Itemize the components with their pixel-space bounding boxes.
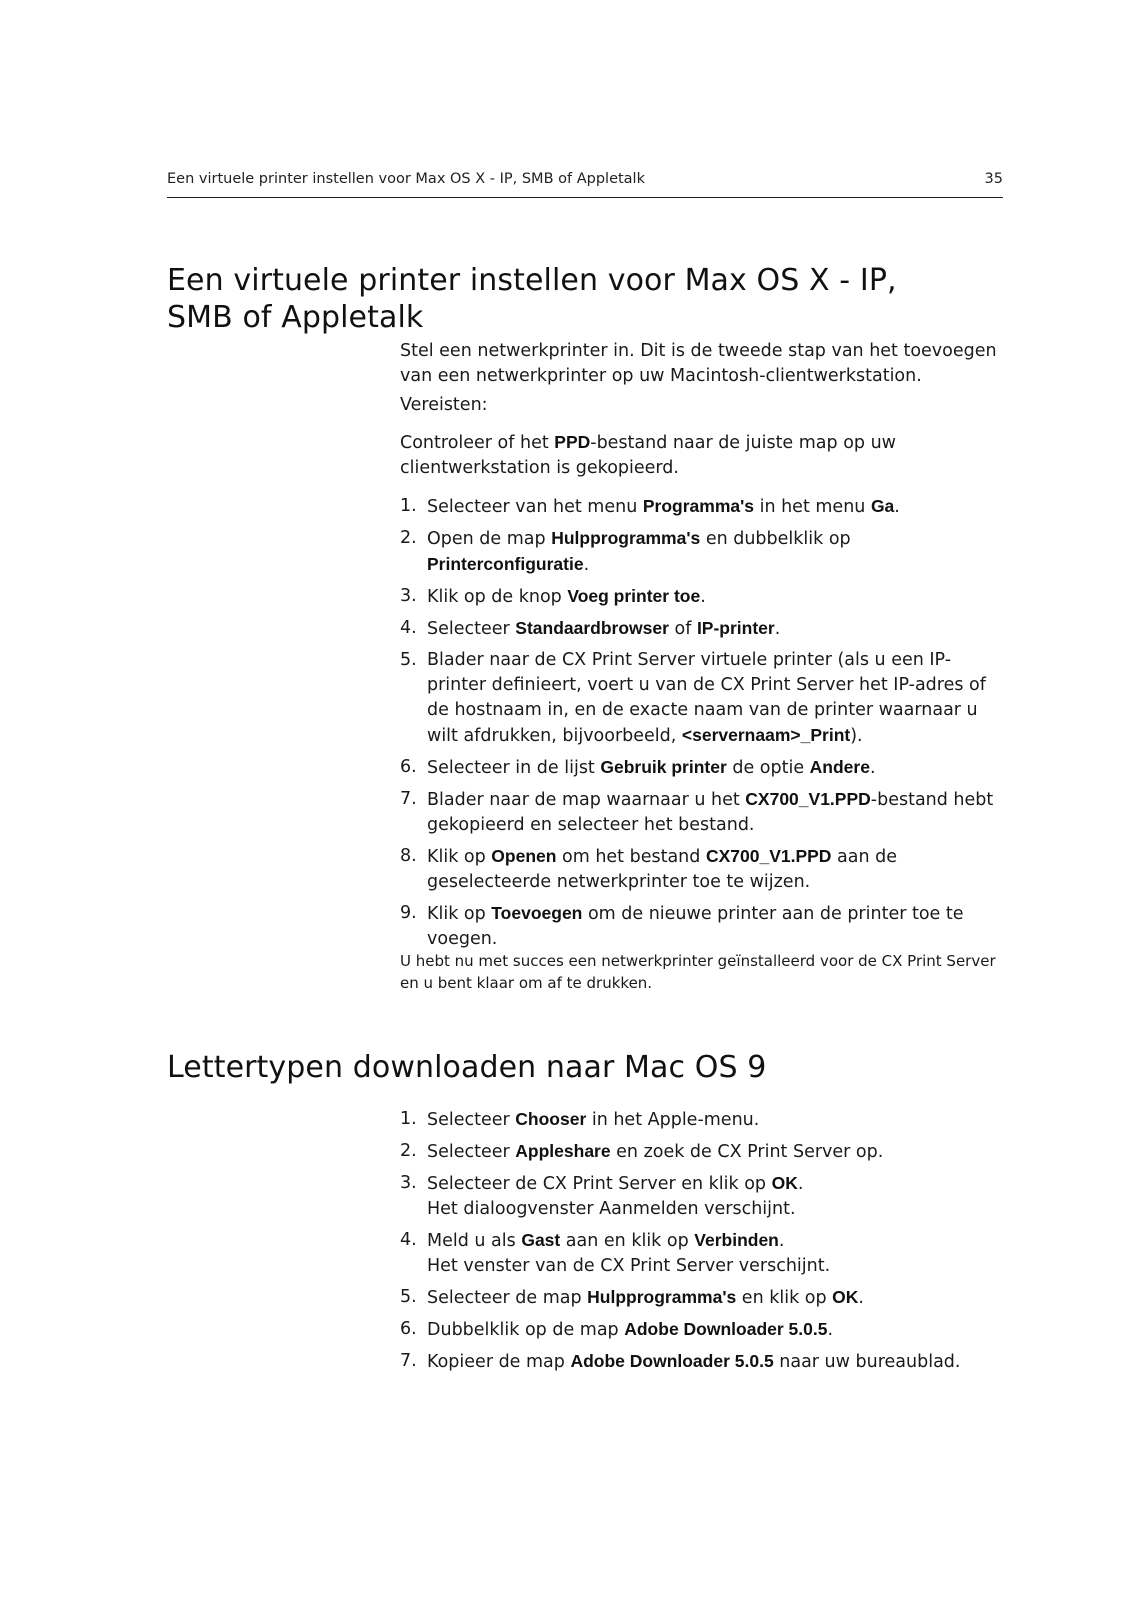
step-bold: CX700_V1.PPD [705,846,832,866]
list-item [400,1349,1005,1375]
section-intro [400,339,1005,481]
prerequisites-label: Vereisten: [400,395,488,415]
step-number: 3. [400,1173,417,1193]
section-title-fonts-mac-os-9: Lettertypen downloaden naar Mac OS 9 [167,1050,767,1085]
step-number: 2. [400,1141,417,1161]
list-item [400,1139,1005,1165]
step-text: Selecteer [427,1110,516,1130]
step-bold: CX700_V1.PPD [745,789,871,809]
step-number: 4. [400,1230,417,1250]
list-item [400,1317,1005,1343]
step-number: 6. [400,757,417,777]
list-item [400,844,1005,895]
step-number: 5. [400,1287,417,1307]
steps-list-virtual-printer [400,494,1005,958]
running-header [167,171,1003,198]
step-text: Selecteer [427,1142,516,1162]
step-text: Selecteer de map [427,1288,588,1308]
list-item [400,1171,1005,1222]
step-text: ). [850,726,863,746]
step-text: . [700,587,706,607]
step-bold: Printerconfiguratie [427,554,584,574]
step-text: Kopieer de map [427,1352,571,1372]
step-text: Dubbelklik op de map [427,1320,625,1340]
prereq-bold: PPD [554,432,591,452]
step-text: en dubbelklik op [700,529,851,549]
list-item [400,648,1005,749]
step-text: Selecteer in de lijst [427,758,601,778]
prerequisites-text [400,430,1005,481]
step-number: 4. [400,618,417,638]
step-text: Klik op [427,904,492,924]
step-text: om het bestand [556,847,706,867]
step-bold: Chooser [515,1109,587,1129]
steps-list-fonts [400,1107,1005,1381]
step-bold: Gebruik printer [600,757,727,777]
step-text: en klik op [736,1288,833,1308]
step-number: 5. [400,650,417,670]
step-number: 1. [400,1109,417,1129]
step-text: Klik op [427,847,492,867]
step-text: Blader naar de CX Print Server virtuele printer (als u een IP-printer definieert, voert u van de CX Print Server het IP-adres of de hostnaam in, en de exacte naam van de printer waarnaar u wilt afdrukken, bijvoorbeeld, [427,650,986,746]
prereq-pre: Controleer of het [400,433,555,453]
section-title-virtual-printer: Een virtuele printer instellen voor Max OS X - IP, SMB of Appletalk [167,263,897,335]
step-bold: Hulpprogramma's [587,1287,737,1307]
step-text: . [858,1288,864,1308]
step-text: . [774,619,781,639]
step-bold: <servernaam>_Print [681,725,851,745]
step-number: 2. [400,528,417,548]
step-number: 7. [400,1351,417,1371]
list-item [400,1107,1005,1133]
list-item [400,787,1005,838]
step-number: 3. [400,586,417,606]
step-number: 8. [400,846,417,866]
step-bold: Appleshare [515,1141,611,1161]
step-bold: Andere [809,757,870,777]
step-number: 6. [400,1319,417,1339]
step-text: . [869,758,876,778]
step-text: om de nieuwe printer aan de printer toe te voegen. [427,904,964,949]
step-bold: Hulpprogramma's [551,528,701,548]
step-bold: Programma's [642,496,755,516]
list-item [400,526,1005,578]
step-bold: Ga [870,496,895,516]
step-text: . [797,1174,804,1194]
list-item [400,494,1005,520]
step-text: Selecteer [427,619,516,639]
prereq-post: -bestand naar de juiste map op uw clientwerkstation is gekopieerd. [400,433,896,478]
step-text: de optie [726,758,810,778]
step-text: of [668,619,697,639]
step-text: Blader naar de map waarnaar u het [427,790,746,810]
step-text: . [583,555,590,575]
step-note: Het venster van de CX Print Server verschijnt. [427,1256,831,1276]
step-bold: Openen [491,846,557,866]
list-item [400,616,1005,642]
step-text: Open de map [427,529,552,549]
list-item [400,1228,1005,1279]
step-number: 1. [400,496,417,516]
step-text: Selecteer de CX Print Server en klik op [427,1174,772,1194]
step-bold: OK [771,1173,798,1193]
step-text: naar uw bureaublad. [773,1352,961,1372]
step-text: Klik op de knop [427,587,568,607]
step-bold: Toevoegen [491,903,583,923]
result-note: U hebt nu met succes een netwerkprinter geïnstalleerd voor de CX Print Server en u bent klaar om af te drukken. [400,952,996,992]
step-bold: Adobe Downloader 5.0.5 [624,1319,828,1339]
step-bold: Adobe Downloader 5.0.5 [570,1351,774,1371]
step-bold: OK [832,1287,859,1307]
step-bold: Voeg printer toe [567,586,701,606]
list-item [400,901,1005,952]
step-text: . [894,497,900,517]
step-text: in het menu [754,497,871,517]
step-text: aan de geselecteerde netwerkprinter toe te wijzen. [427,847,897,892]
step-bold: IP-printer [696,618,775,638]
step-text: . [778,1231,785,1251]
step-text: in het Apple-menu. [586,1110,760,1130]
step-text: aan en klik op [560,1231,695,1251]
list-item [400,584,1005,610]
step-bold: Gast [521,1230,561,1250]
step-bold: Verbinden [694,1230,779,1250]
step-note: Het dialoogvenster Aanmelden verschijnt. [427,1199,796,1219]
step-text: en zoek de CX Print Server op. [610,1142,884,1162]
intro-paragraph: Stel een netwerkprinter in. Dit is de tweede stap van het toevoegen van een netwerkprinter op uw Macintosh-clientwerkstation. [400,341,997,386]
step-number: 7. [400,789,417,809]
page-number: 35 [984,171,1003,187]
step-text: Selecteer van het menu [427,497,643,517]
step-text: Meld u als [427,1231,522,1251]
step-number: 9. [400,903,417,923]
list-item [400,755,1005,781]
step-bold: Standaardbrowser [515,618,669,638]
step-text: . [827,1320,834,1340]
running-header-title: Een virtuele printer instellen voor Max OS X - IP, SMB of Appletalk [167,171,645,187]
step-text: -bestand hebt gekopieerd en selecteer het bestand. [427,790,994,835]
list-item [400,1285,1005,1311]
